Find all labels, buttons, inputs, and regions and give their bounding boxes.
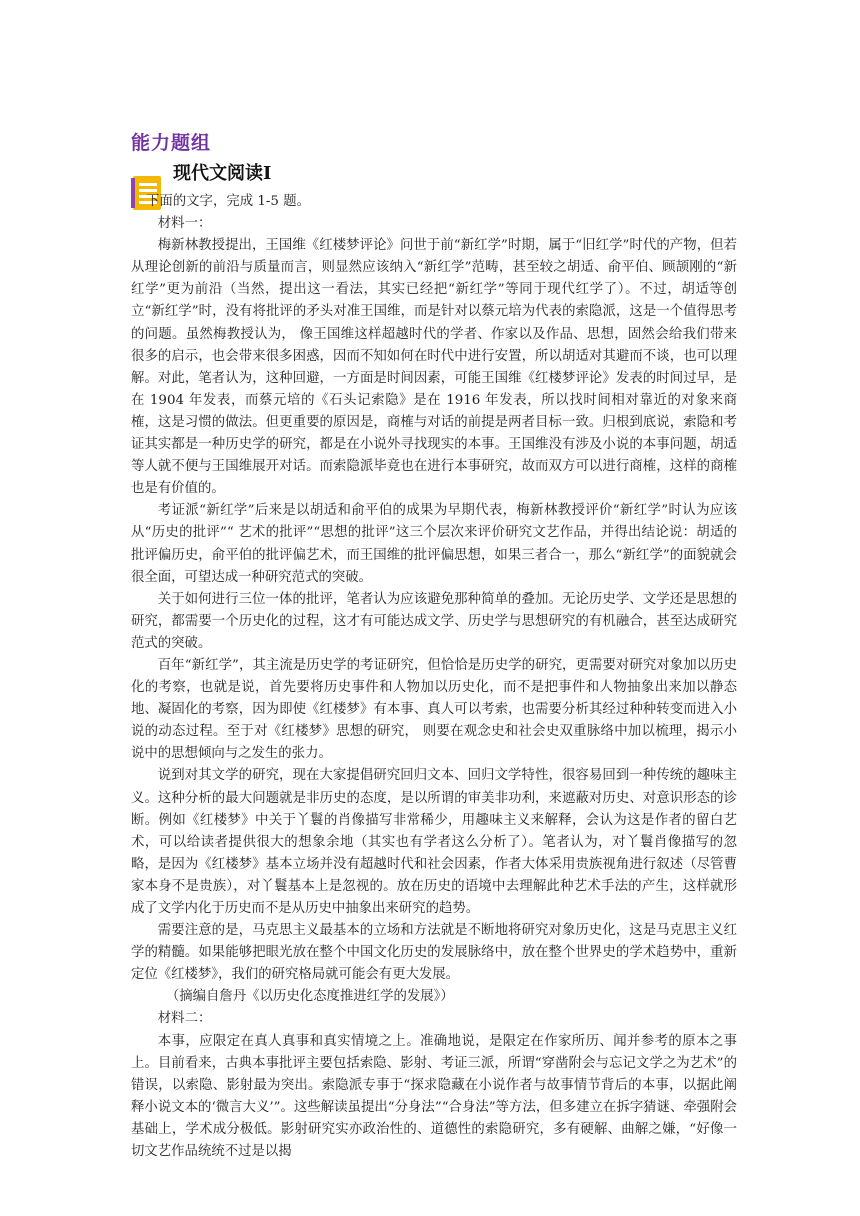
section-title: 现代文阅读Ⅰ [173,163,272,184]
material-1-paragraph-4: 百年“新红学”，其主流是历史学的考证研究，但恰恰是历史学的研究，更需要对研究对象加以历史化的考察，也就是说，首先要将历史事件和人物加以历史化，而不是把事件和人物抽象出来加以静态地、凝固化的考察，因为即使《红楼梦》有本事、真人可以考索，也需要分析其经过种种转变而进入小说的动态过程。至于对《红楼梦》思想的研究， 则要在观念史和社会史双重脉络中加以梳理，揭示小说中的思想倾向与之发生的张力。 [131,657,737,762]
material-1-paragraph-3: 关于如何进行三位一体的批评，笔者认为应该避免那种简单的叠加。无论历史学、文学还是思想的研究，都需要一个历史化的过程，这才有可能达成文学、历史学与思想研究的有机融合，甚至达成研究范式的突破。 [131,591,737,651]
material-2-paragraph-1: 本事，应限定在真人真事和真实情境之上。准确地说，是限定在作家所历、闻并参考的原本之事上。目前看来，古典本事批评主要包括索隐、影射、考证三派，所谓“穿凿附会与忘记文学之为艺术”的错误，以索隐、影射最为突出。索隐派专事于“探求隐藏在小说作者与故事情节背后的本事，以据此阐释小说文本的‘微言大义’”。这些解读虽提出“分身法”“合身法”等方法，但多建立在拆字猜谜、牵强附会基础上，学术成分极低。影射研究实亦政治性的、道德性的索隐研究，多有硬解、曲解之嫌，“好像一切文艺作品统统不过是以揭 [131,1033,737,1160]
material-1-paragraph-5: 说到对其文学的研究，现在大家提倡研究回归文本、回归文学特性，很容易回到一种传统的趣味主义。这种分析的最大问题就是非历史的态度，是以所谓的审美非功利，来遮蔽对历史、对意识形态的诊断。例如《红楼梦》中关于丫鬟的肖像描写非常稀少，用趣味主义来解释，会认为这是作者的留白艺术，可以给读者提供很大的想象余地（其实也有学者这么分析了）。笔者认为，对丫鬟肖像描写的忽略，是因为《红楼梦》基本立场并没有超越时代和社会因素，作者大体采用贵族视角进行叙述（尽管曹家本身不是贵族），对丫鬟基本上是忽视的。放在历史的语境中去理解此种艺术手法的产生，这样就形成了文学内化于历史而不是从历史中抽象出来研究的趋势。 [131,768,737,916]
instruction-text: 下面的文字，完成 1-5 题。 [146,194,310,209]
material-1-source: （摘编自詹丹《以历史化态度推进红学的发展》） [165,989,454,1005]
reading-passage [131,191,737,1163]
material-1-paragraph-1: 梅新林教授提出，王国维《红楼梦评论》问世于前“新红学”时期，属于“旧红学”时代的产物，但若从理论创新的前沿与质量而言，则显然应该纳入“新红学”范畴，甚至较之胡适、俞平伯、顾颉刚的“新红学”更为前沿（当然，提出这一看法，其实已经把“新红学”等同于现代红学了）。不过，胡适等创立“新红学”时，没有将批评的矛头对准王国维，而是针对以蔡元培为代表的索隐派，这是一个值得思考的问题。虽然梅教授认为， 像王国维这样超越时代的学者、作家以及作品、思想，固然会给我们带来很多的启示，也会带来很多困惑，因而不知如何在时代中进行安置，所以胡适对其避而不谈，也可以理解。对此，笔者认为，这种回避，一方面是时间因素，可能王国维《红楼梦评论》发表的时间过早，是在 1904 年发表，而蔡元培的《石头记索隐》是在 1916 年发表，所以找时间相对靠近的对象来商榷，这是习惯的做法。但更重要的原因是，商榷与对话的前提是两者目标一致。归根到底说，索隐和考证其实都是一种历史学的研究，都是在小说外寻找现实的本事。王国维没有涉及小说的本事问题，胡适等人就不便与王国维展开对话。而索隐派毕竟也在进行本事研究，故而双方可以进行商榷，这样的商榷也是有价值的。 [131,238,737,497]
material-1-paragraph-2: 考证派“新红学”后来是以胡适和俞平伯的成果为早期代表，梅新林教授评价“新红学”时认为应该从“历史的批评”“ 艺术的批评”“思想的批评”这三个层次来评价研究文艺作品，并得出结论说：胡适的批评偏历史，俞平伯的批评偏艺术，而王国维的批评偏思想，如果三者合一，那么“新红学”的面貌就会很全面，可望达成一种研究范式的突破。 [131,503,737,585]
material-1-label: 材料一： [157,216,212,232]
group-title: 能力题组 [131,132,212,154]
material-1-paragraph-6: 需要注意的是，马克思主义最基本的立场和方法就是不断地将研究对象历史化，这是马克思主义红学的精髓。如果能够把眼光放在整个中国文化历史的发展脉络中，放在整个世界史的学术趋势中，重新定位《红楼梦》，我们的研究格局就可能会有更大发展。 [131,923,737,983]
material-2-label: 材料二： [157,1011,212,1027]
